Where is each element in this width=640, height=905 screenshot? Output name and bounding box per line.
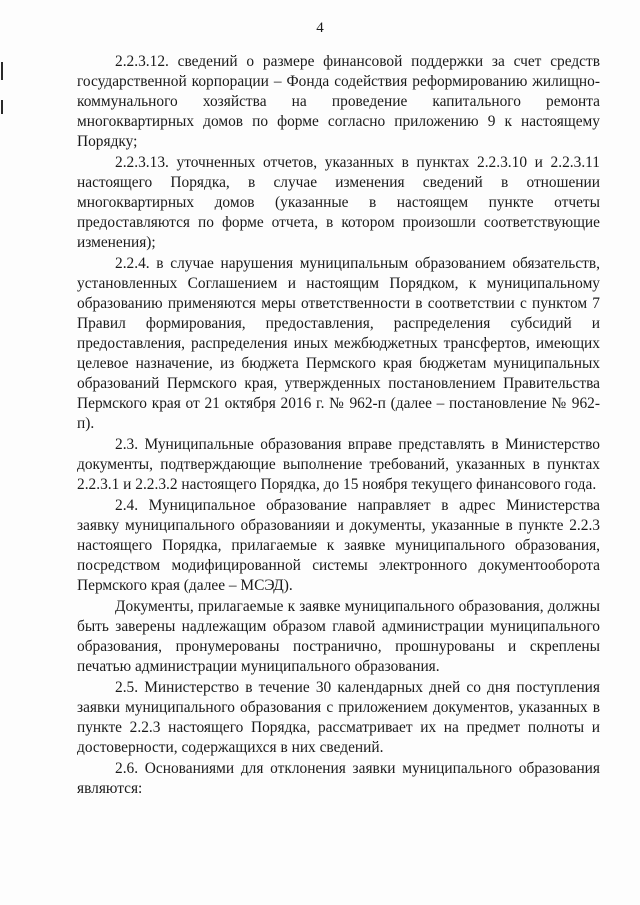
paragraph-documents: Документы, прилагаемые к заявке муниципального образования, должны быть заверены надлежащим образом главой администрации муниципального образования, пронумерованы постранично, прошнурованы и скреплены печатью администрации муниципального образования. [77,598,600,675]
paragraph-2-3: 2.3. Муниципальные образования вправе представлять в Министерство документы, подтверждающие выполнение требований, указанных в пунктах 2.2.3.1 и 2.2.3.2 настоящего Порядка, до 15 ноября текущего финансового года. [77,436,600,493]
scan-edge-mark [1,62,3,80]
paragraph-2-4: 2.4. Муниципальное образование направляет в адрес Министерства заявку муниципального образованияи и документы, указанные в пункте 2.2.3 настоящего Порядка, прилагаемые к заявке муниципального образования, посредством модифицированной системы электронного документооборота Пермского края (далее – МСЭД). [77,497,600,594]
paragraph-2-2-4: 2.2.4. в случае нарушения муниципальным образованием обязательств, установленных Соглашением и настоящим Порядком, к муниципальному образованию применяются меры ответственности в соответствии с пунктом 7 Правил формирования, предоставления, распределения субсидий и предоставления, распределения иных межбюджетных трансфертов, имеющих целевое назначение, из бюджета Пермского края бюджетам муниципальных образований Пермского края, утвержденных постановлением Правительства Пермского края от 21 октября 2016 г. № 962-п (далее – постановление № 962-п). [77,255,600,432]
paragraph-2-2-3-12: 2.2.3.12. сведений о размере финансовой поддержки за счет средств государственной корпорации – Фонда содействия реформированию жилищно-коммунального хозяйства на проведение капитального ремонта многоквартирных домов по форме согласно приложению 9 к настоящему Порядку; [77,53,600,150]
scan-edge-mark [1,100,3,114]
paragraph-2-5: 2.5. Министерство в течение 30 календарных дней со дня поступления заявки муниципального образования с приложением документов, указанных в пункте 2.2.3 настоящего Порядка, рассматривает их на предмет полноты и достоверности, содержащихся в них сведений. [77,679,600,756]
document-body [77,52,600,800]
paragraph-2-2-3-13: 2.2.3.13. уточненных отчетов, указанных в пунктах 2.2.3.10 и 2.2.3.11 настоящего Порядка, в случае изменения сведений в отношении многоквартирных домов (указанные в настоящем пункте отчеты предоставляются по форме отчета, в котором произошли соответствующие изменения); [77,154,600,251]
page-number: 4 [316,20,324,36]
paragraph-2-6: 2.6. Основаниями для отклонения заявки муниципального образования являются: [77,760,600,797]
